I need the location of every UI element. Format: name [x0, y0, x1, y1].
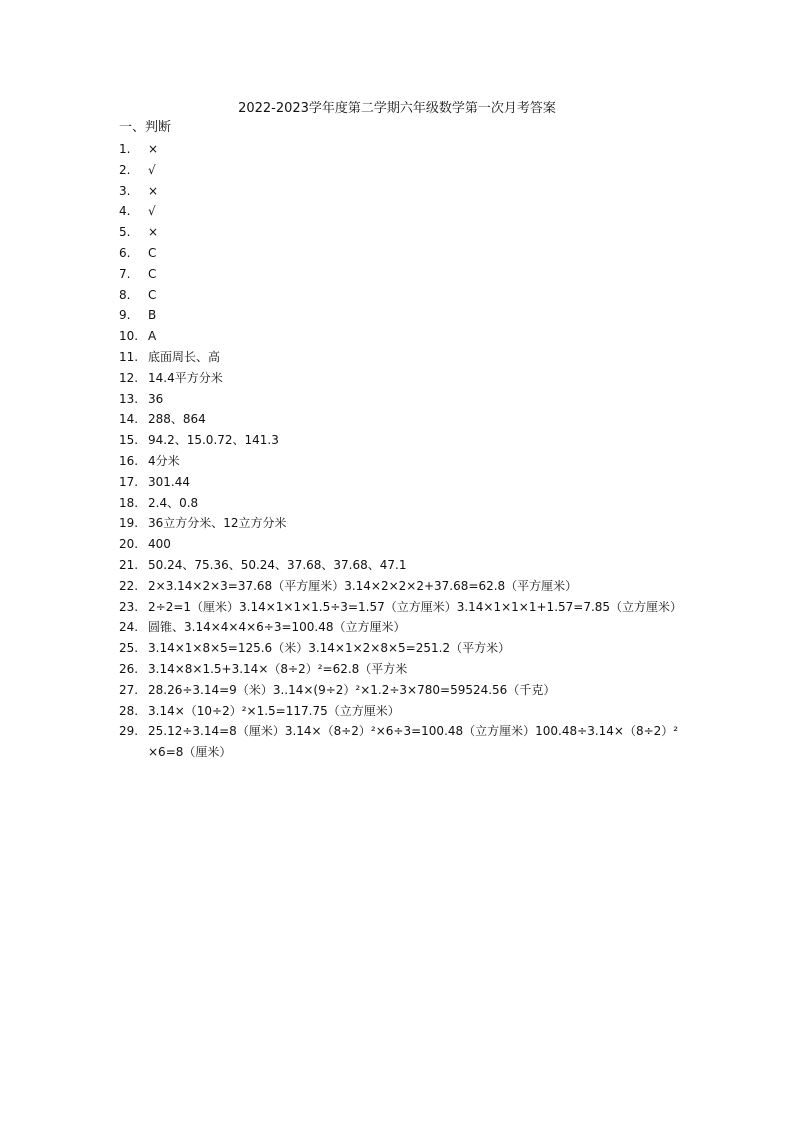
answer-number: 8.	[119, 287, 131, 302]
answer-number: 3.	[119, 183, 131, 198]
answer-text: C	[148, 266, 157, 281]
answer-number: 15.	[119, 433, 139, 448]
answer-text: 25.12÷3.14=8（厘米）3.14×（8÷2）²×6÷3=100.48（立方厘米）100.48÷3.14×（8÷2）²×6=8（厘米）	[148, 724, 679, 760]
answer-text: ×	[148, 225, 159, 240]
document-title: 2022-2023学年度第二学期六年级数学第一次月考答案	[238, 101, 556, 116]
answer-number: 17.	[119, 474, 139, 489]
answer-number: 7.	[119, 266, 131, 281]
answer-item	[119, 659, 679, 680]
answer-item	[119, 451, 679, 472]
answer-item	[119, 181, 679, 202]
answer-item	[119, 534, 679, 555]
answer-text: 2.4、0.8	[148, 495, 199, 510]
answer-text: 288、864	[148, 412, 206, 427]
answer-text: 28.26÷3.14=9（米）3..14×(9÷2）²×1.2÷3×780=59524.56（千克）	[148, 682, 556, 697]
answer-text: 4分米	[148, 453, 180, 468]
answer-number: 6.	[119, 245, 131, 260]
answer-text: 2÷2=1（厘米）3.14×1×1×1.5÷3=1.57（立方厘米）3.14×1×1×1+1.57=7.85（立方厘米）	[148, 599, 683, 614]
answer-number: 4.	[119, 204, 131, 219]
answer-item	[119, 305, 679, 326]
answer-item	[119, 721, 679, 763]
answer-number: 20.	[119, 537, 139, 552]
answer-item	[119, 243, 679, 264]
answer-text: 3.14×1×8×5=125.6（米）3.14×1×2×8×5=251.2（平方米）	[148, 641, 511, 656]
answer-item	[119, 222, 679, 243]
answer-text: 36	[148, 391, 164, 406]
answer-number: 14.	[119, 412, 139, 427]
answer-number: 27.	[119, 682, 139, 697]
answer-number: 24.	[119, 620, 139, 635]
answer-text: 301.44	[148, 474, 190, 489]
answer-item	[119, 139, 679, 160]
answer-text: 50.24、75.36、50.24、37.68、37.68、47.1	[148, 557, 407, 572]
answer-number: 1.	[119, 142, 131, 156]
answer-item	[119, 430, 679, 451]
answer-item	[119, 576, 679, 597]
answer-text: 圆锥、3.14×4×4×6÷3=100.48（立方厘米）	[148, 620, 406, 635]
answer-number: 21.	[119, 557, 139, 572]
answer-item	[119, 285, 679, 306]
answer-text: √	[148, 204, 156, 219]
answer-number: 29.	[119, 724, 139, 739]
answer-item	[119, 368, 679, 389]
answer-text: A	[148, 329, 157, 344]
answer-list	[119, 139, 683, 763]
answer-item	[119, 326, 679, 347]
answer-number: 23.	[119, 599, 139, 614]
answer-number: 2.	[119, 162, 131, 177]
answer-item	[119, 638, 679, 659]
answer-item	[119, 201, 679, 222]
answer-number: 13.	[119, 391, 139, 406]
answer-text: ×	[148, 142, 159, 156]
section-heading: 一、判断	[119, 120, 172, 135]
answer-number: 5.	[119, 225, 131, 240]
answer-text: 底面周长、高	[148, 349, 221, 364]
answer-item	[119, 597, 683, 618]
answer-number: 11.	[119, 349, 139, 364]
answer-item	[119, 264, 679, 285]
answer-item	[119, 513, 679, 534]
answer-text: 14.4平方分米	[148, 370, 223, 385]
answer-text: 2×3.14×2×3=37.68（平方厘米）3.14×2×2×2+37.68=62.8（平方厘米）	[148, 578, 578, 593]
answer-text: 3.14×8×1.5+3.14×（8÷2）²=62.8（平方米	[148, 661, 408, 676]
answer-number: 12.	[119, 370, 139, 385]
answer-text: 400	[148, 537, 171, 552]
answer-text: B	[148, 308, 157, 323]
answer-item	[119, 680, 679, 701]
answer-item	[119, 160, 679, 181]
answer-number: 10.	[119, 329, 139, 344]
answer-text: 3.14×（10÷2）²×1.5=117.75（立方厘米）	[148, 703, 400, 718]
answer-number: 26.	[119, 661, 139, 676]
answer-item	[119, 389, 679, 410]
answer-number: 18.	[119, 495, 139, 510]
answer-number: 22.	[119, 578, 139, 593]
answer-text: √	[148, 162, 156, 177]
answer-item	[119, 472, 679, 493]
answer-item	[119, 493, 679, 514]
answer-number: 28.	[119, 703, 139, 718]
answer-text: ×	[148, 183, 159, 198]
answer-item	[119, 555, 679, 576]
answer-number: 25.	[119, 641, 139, 656]
answer-text: C	[148, 287, 157, 302]
answer-item	[119, 347, 679, 368]
answer-text: 36立方分米、12立方分米	[148, 516, 287, 531]
answer-number: 9.	[119, 308, 131, 323]
answer-item	[119, 409, 679, 430]
answer-item	[119, 701, 679, 722]
answer-number: 16.	[119, 453, 139, 468]
answer-number: 19.	[119, 516, 139, 531]
answer-text: C	[148, 245, 157, 260]
answer-item	[119, 617, 679, 638]
answer-text: 94.2、15.0.72、141.3	[148, 433, 279, 448]
